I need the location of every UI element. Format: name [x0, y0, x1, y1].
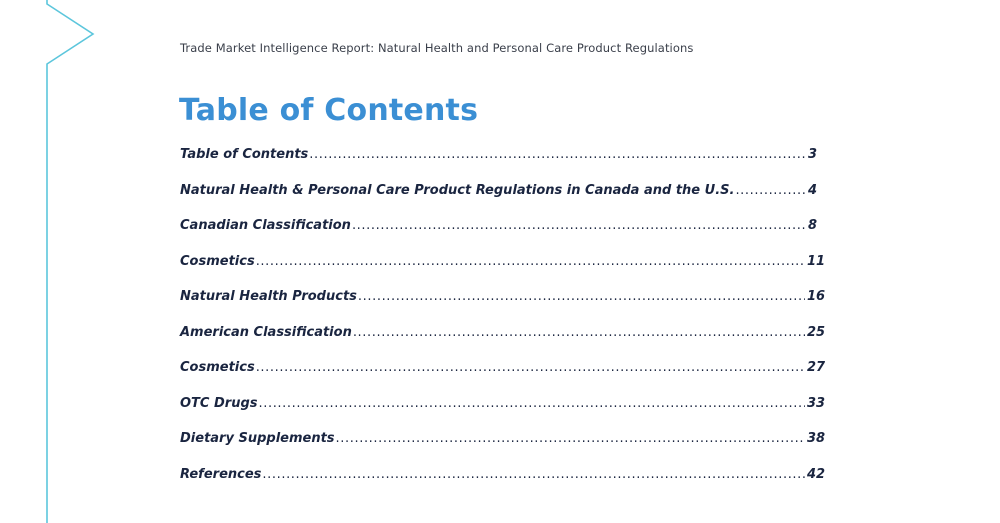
toc-dot-leader	[352, 218, 805, 233]
toc-dot-leader	[259, 396, 806, 411]
running-header: Trade Market Intelligence Report: Natural Health and Personal Care Product Regulations	[180, 41, 694, 55]
toc-dot-leader	[309, 147, 805, 162]
toc-entry-page: 3	[807, 147, 817, 162]
toc-entry-label: Cosmetics	[180, 360, 255, 375]
page-border-decoration	[0, 0, 110, 523]
toc-entry-page: 25	[807, 324, 826, 340]
toc-entry-label: Dietary Supplements	[180, 431, 335, 446]
toc-entry-page: 8	[807, 218, 817, 233]
page-title: Table of Contents	[179, 93, 479, 128]
table-of-contents	[180, 147, 826, 502]
toc-entry-label: Canadian Classification	[180, 218, 351, 233]
toc-entry-label: Cosmetics	[180, 253, 255, 269]
toc-dot-leader	[336, 431, 805, 446]
toc-entry-canadian-classification[interactable]	[180, 218, 817, 254]
toc-entry-references[interactable]	[180, 466, 826, 503]
toc-entry-page: 4	[807, 182, 817, 198]
toc-dot-leader	[358, 289, 805, 304]
toc-entry-cosmetics-us[interactable]	[180, 360, 826, 396]
toc-dot-leader	[262, 467, 805, 482]
toc-entry-natural-health-products[interactable]	[180, 289, 826, 325]
toc-entry-table-of-contents[interactable]	[180, 147, 817, 183]
toc-entry-label: Natural Health Products	[180, 289, 357, 304]
toc-entry-page: 42	[807, 466, 826, 482]
toc-dot-leader	[256, 360, 805, 375]
toc-entry-label: American Classification	[180, 324, 352, 340]
toc-entry-label: Natural Health & Personal Care Product Regulations in Canada and the U.S.	[180, 182, 735, 198]
toc-entry-label: References	[180, 466, 262, 482]
toc-entry-label: Table of Contents	[180, 147, 309, 162]
toc-dot-leader	[735, 183, 805, 198]
toc-entry-label: OTC Drugs	[180, 395, 258, 411]
toc-entry-page: 38	[807, 431, 826, 446]
toc-entry-dietary-supplements[interactable]	[180, 431, 826, 467]
toc-entry-page: 33	[807, 395, 826, 411]
toc-entry-page: 27	[807, 360, 826, 375]
toc-dot-leader	[256, 254, 805, 269]
toc-entry-page: 16	[807, 289, 826, 304]
toc-dot-leader	[353, 325, 805, 340]
toc-entry-page: 11	[807, 253, 826, 269]
toc-entry-american-classification[interactable]	[180, 324, 826, 361]
toc-entry-regulations-canada-us[interactable]	[180, 183, 817, 219]
toc-entry-cosmetics-canada[interactable]	[180, 253, 826, 290]
toc-entry-otc-drugs[interactable]	[180, 395, 826, 432]
